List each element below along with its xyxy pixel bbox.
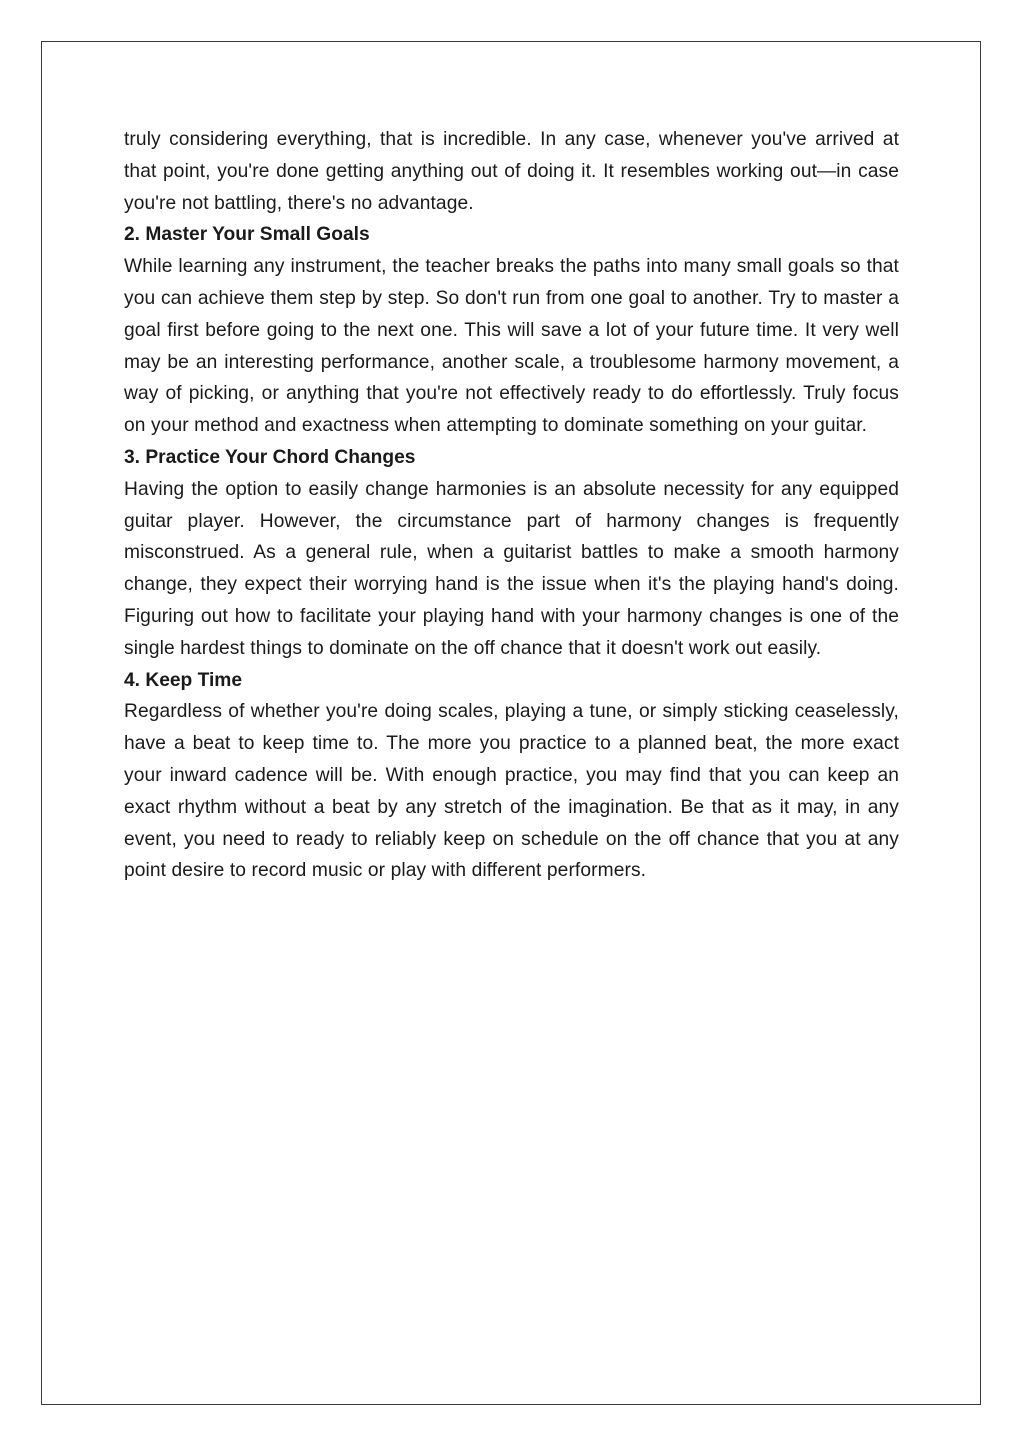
paragraph-master-small-goals: While learning any instrument, the teacher breaks the paths into many small goals so that you can achieve them step by step. So don't run from one goal to another. Try to master a goal first before going to the next one. This will save a lot of your future time. It very well may be an interesting performance, another scale, a troublesome harmony movement, a way of picking, or anything that you're not effectively ready to do effortlessly. Truly focus on your method and exactness when attempting to dominate something on your guitar. — [124, 256, 899, 437]
heading-keep-time: 4. Keep Time — [124, 669, 243, 691]
document-body — [124, 124, 899, 887]
paragraph-keep-time: Regardless of whether you're doing scales, playing a tune, or simply sticking ceaselessly, have a beat to keep time to. The more you practice to a planned beat, the more exact your inward cadence will be. With enough practice, you may find that you can keep an exact rhythm without a beat by any stretch of the imagination. Be that as it may, in any event, you need to ready to reliably keep on schedule on the off chance that you at any point desire to record music or play with different performers. — [124, 701, 899, 882]
paragraph-intro-continuation: truly considering everything, that is incredible. In any case, whenever you've arrived at that point, you're done getting anything out of doing it. It resembles working out—in case you're not battling, there's no advantage. — [124, 129, 899, 214]
heading-practice-chord-changes: 3. Practice Your Chord Changes — [124, 446, 416, 468]
paragraph-practice-chord-changes: Having the option to easily change harmonies is an absolute necessity for any equipped guitar player. However, the circumstance part of harmony changes is frequently misconstrued. As a general rule, when a guitarist battles to make a smooth harmony change, they expect their worrying hand is the issue when it's the playing hand's doing. Figuring out how to facilitate your playing hand with your harmony changes is one of the single hardest things to dominate on the off chance that it doesn't work out easily. — [124, 478, 899, 659]
heading-master-small-goals: 2. Master Your Small Goals — [124, 224, 370, 246]
